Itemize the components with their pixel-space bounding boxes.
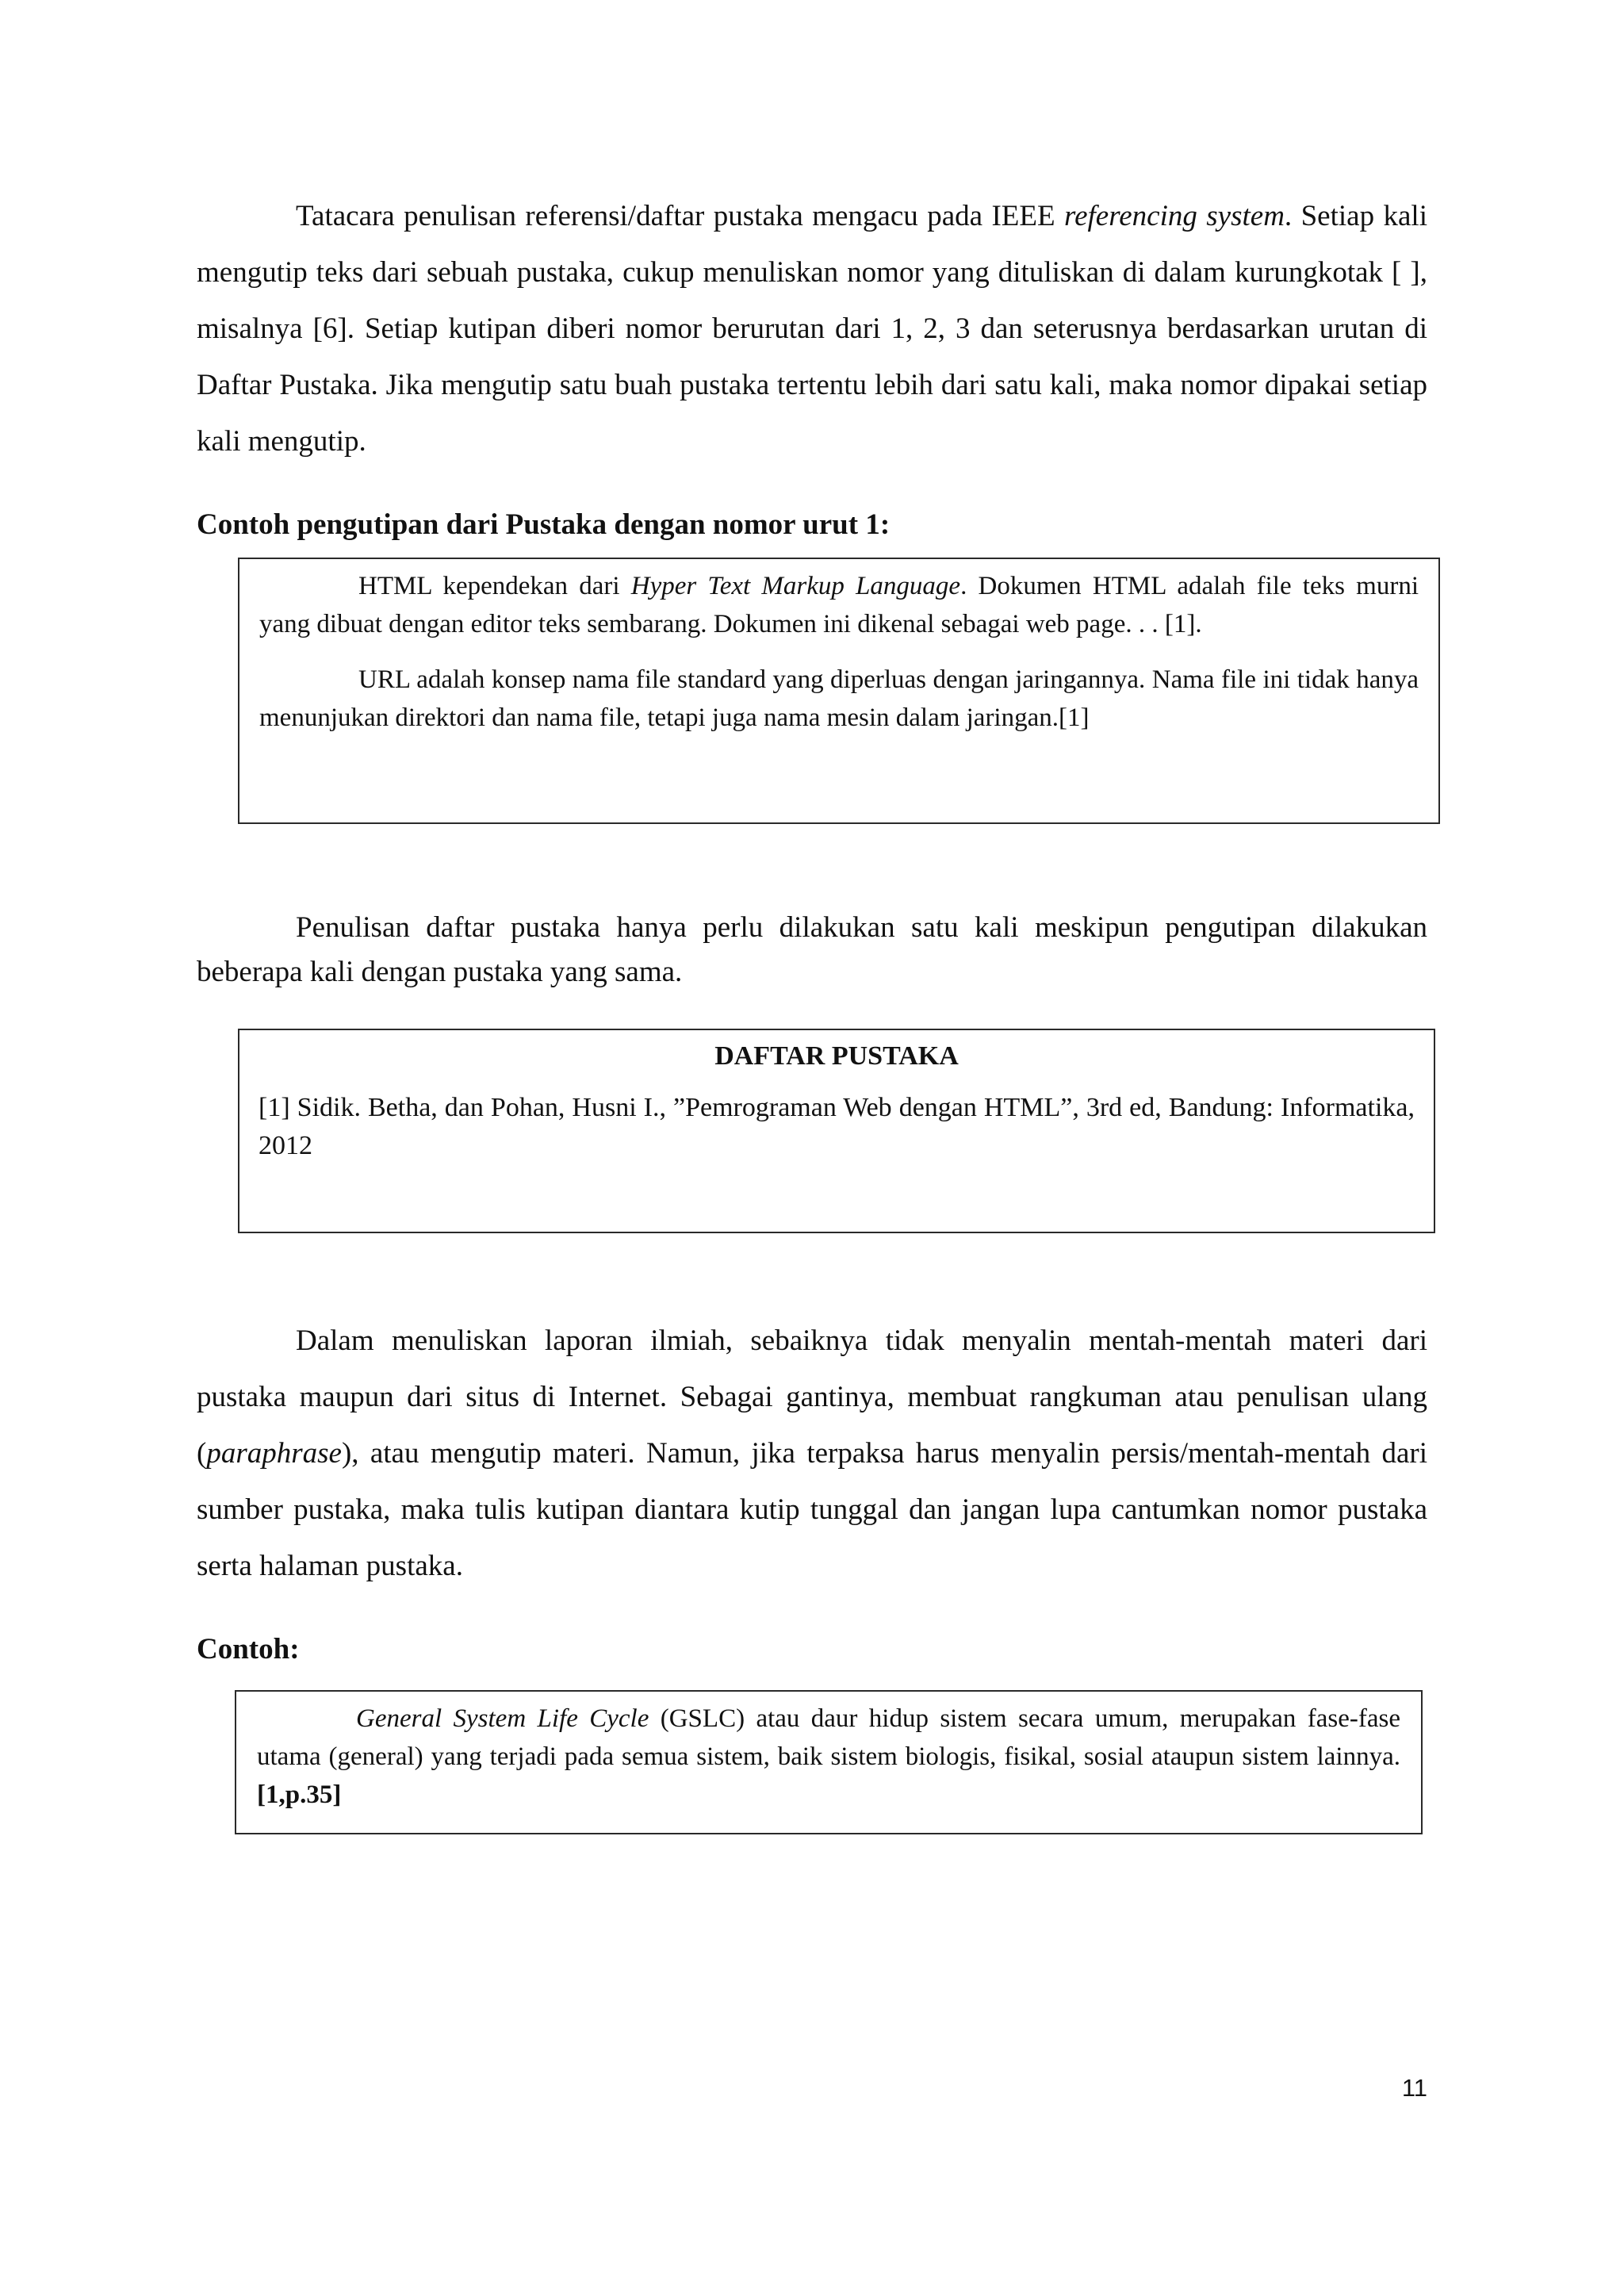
example-heading-1: Contoh pengutipan dari Pustaka dengan nomor urut 1: xyxy=(197,508,891,541)
citation-italic-term: Hyper Text Markup Language xyxy=(630,572,961,600)
page-number: 11 xyxy=(1401,2074,1427,2102)
paraphrase-text-start: Dalam menuliskan laporan ilmiah, sebaiknya tidak menyalin mentah-mentah materi dari pustaka maupun dari situs di Internet. Sebagai gantinya, membuat rangkuman atau penulisan ulang ( xyxy=(197,1324,1427,1470)
citation-text-start: HTML kependekan dari xyxy=(358,572,631,600)
citation-example-paragraph-2: URL adalah konsep nama file standard yang diperluas dengan jaringannya. Nama file ini tidak hanya menunjukan direktori dan nama file, tetapi juga nama mesin dalam jaringan.[1] xyxy=(259,665,1419,732)
intro-italic-term: referencing system xyxy=(1064,200,1285,232)
paraphrase-paragraph xyxy=(197,1313,1427,1594)
quote-reference: [1,p.35] xyxy=(257,1780,342,1809)
paraphrase-italic-term: paraphrase xyxy=(206,1437,342,1470)
citation-example-paragraph-1 xyxy=(259,567,1419,643)
quote-italic-term: General System Life Cycle xyxy=(356,1704,649,1733)
citation-example-box xyxy=(238,558,1440,824)
bibliography-note-paragraph: Penulisan daftar pustaka hanya perlu dilakukan satu kali meskipun pengutipan dilakukan beberapa kali dengan pustaka yang sama. xyxy=(197,911,1427,988)
citation-text-end: . Dokumen HTML adalah file teks murni yang dibuat dengan editor teks sembarang. Dokumen ini dikenal sebagai web page. . . [1]. xyxy=(259,572,1419,638)
quote-text: (GSLC) atau daur hidup sistem secara umum, merupakan fase-fase utama (general) yang terjadi pada semua sistem, baik sistem biologis, fisikal, sosial ataupun sistem lainnya. xyxy=(257,1704,1401,1771)
intro-paragraph xyxy=(197,188,1427,470)
example-heading-2: Contoh: xyxy=(197,1633,300,1665)
quote-example-box xyxy=(235,1690,1423,1834)
bibliography-title: DAFTAR PUSTAKA xyxy=(714,1041,959,1071)
quote-example-paragraph xyxy=(257,1700,1400,1814)
paraphrase-text-end: ), atau mengutip materi. Namun, jika terpaksa harus menyalin persis/mentah-mentah dari sumber pustaka, maka tulis kutipan diantara kutip tunggal dan jangan lupa cantumkan nomor pustaka serta halaman pustaka. xyxy=(197,1437,1427,1582)
intro-text-end: . Setiap kali mengutip teks dari sebuah pustaka, cukup menuliskan nomor yang dituliskan di dalam kurungkotak [ ], misalnya [6]. Setiap kutipan diberi nomor berurutan dari 1, 2, 3 dan seterusnya berdasarkan urutan di Daftar Pustaka. Jika mengutip satu buah pustaka tertentu lebih dari satu kali, maka nomor dipakai setiap kali mengutip. xyxy=(197,200,1427,458)
bibliography-entry: [1] Sidik. Betha, dan Pohan, Husni I., ”Pemrograman Web dengan HTML”, 3rd ed, Bandung: Informatika, 2012 xyxy=(259,1093,1415,1160)
intro-text-start: Tatacara penulisan referensi/daftar pustaka mengacu pada IEEE xyxy=(296,200,1065,232)
bibliography-box xyxy=(238,1029,1435,1233)
